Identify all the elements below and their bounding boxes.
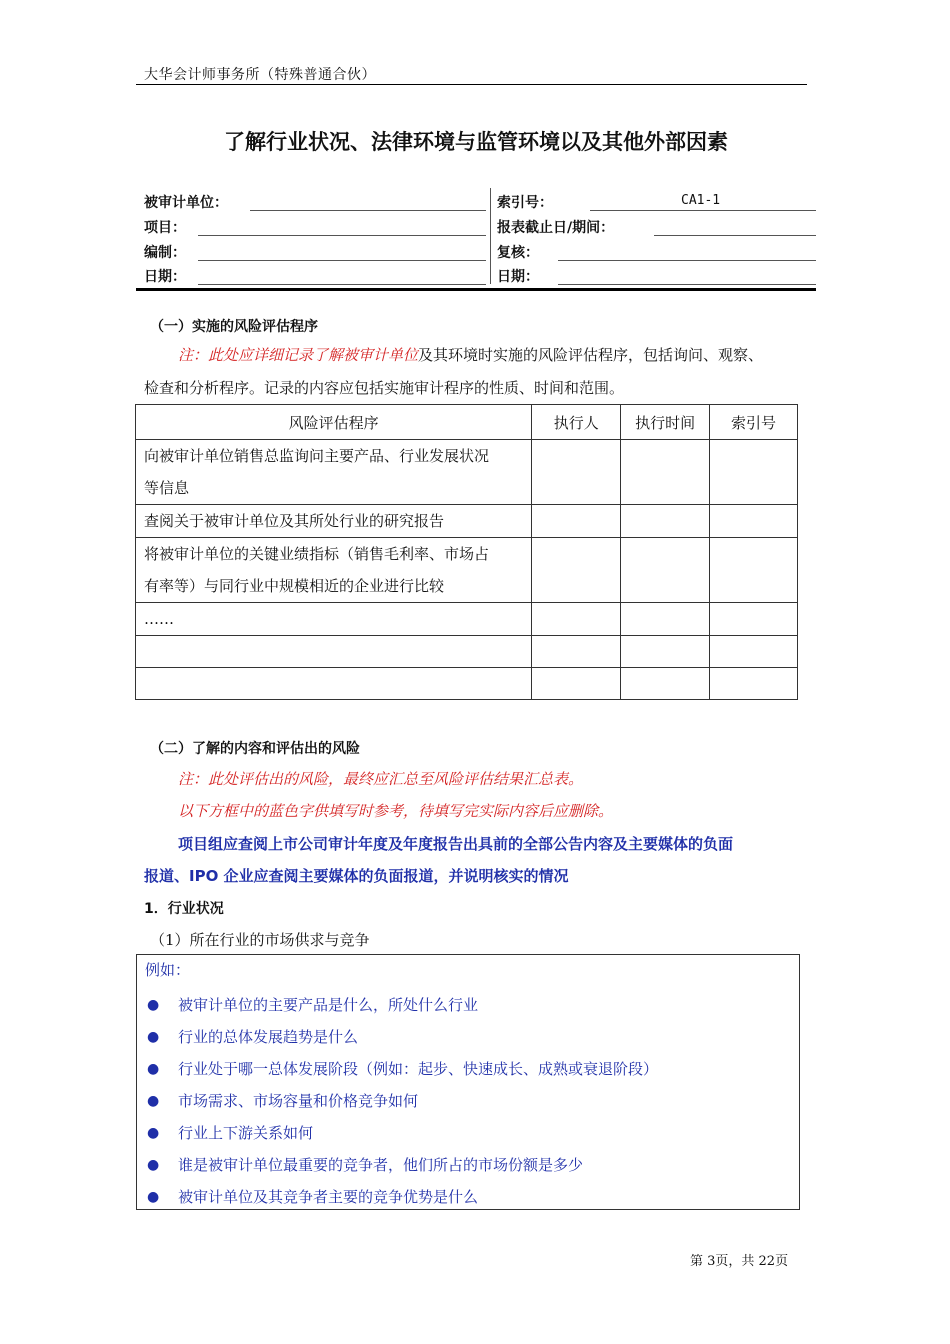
time-cell[interactable] [621,636,710,668]
bullet-text: 行业处于哪一总体发展阶段（例如：起步、快速成长、成熟或衰退阶段） [178,1060,659,1078]
list-item [137,989,658,1021]
bullet-icon: ● [147,1029,160,1045]
date-field-left[interactable] [198,284,486,285]
procedure-line: 向被审计单位销售总监询问主要产品、行业发展状况 [144,447,490,465]
subsection-industry: 1．行业状况 [144,901,224,917]
index-value: CA1-1 [681,193,721,208]
section2-blue-line2: 报道、IPO 企业应查阅主要媒体的负面报道，并说明核实的情况 [144,867,569,885]
col-header-index: 索引号 [710,405,798,440]
procedure-cell [136,440,532,505]
procedure-line: 查阅关于被审计单位及其所处行业的研究报告 [144,512,445,530]
executor-cell[interactable] [532,636,621,668]
list-item [137,1021,658,1053]
list-item [137,1117,658,1149]
example-intro: 例如： [145,961,191,979]
subsection-supply-demand: （1）所在行业的市场供求与竞争 [150,931,370,949]
table-row [136,538,798,603]
procedure-line: 等信息 [144,479,190,497]
date-label-right: 日期： [497,269,539,285]
procedure-line: 将被审计单位的关键业绩指标（销售毛利率、市场占 [144,545,490,563]
time-cell[interactable] [621,668,710,700]
auditee-field[interactable] [250,210,486,211]
executor-cell[interactable] [532,505,621,538]
col-header-executor: 执行人 [532,405,621,440]
index-field[interactable] [590,210,816,211]
table-row [136,603,798,636]
list-item [137,1053,658,1085]
bullet-icon: ● [147,1061,160,1077]
procedure-cell [136,505,532,538]
procedure-cell[interactable] [136,636,532,668]
list-item [137,1181,658,1213]
procedure-cell [136,538,532,603]
bullet-text: 市场需求、市场容量和价格竞争如何 [178,1092,419,1110]
bullet-icon: ● [147,997,160,1013]
example-box [136,954,800,1210]
executor-cell[interactable] [532,668,621,700]
section1-note-line2: 检查和分析程序。记录的内容应包括实施审计程序的性质、时间和范围。 [144,379,625,397]
bullet-text: 行业上下游关系如何 [178,1124,314,1142]
section2-note1: 注：此处评估出的风险，最终应汇总至风险评估结果汇总表。 [178,770,584,788]
procedure-cell [136,603,532,636]
procedure-cell[interactable] [136,668,532,700]
index-cell[interactable] [710,603,798,636]
index-cell[interactable] [710,668,798,700]
index-cell[interactable] [710,636,798,668]
info-column-separator [490,188,491,284]
section2-heading: （二）了解的内容和评估出的风险 [150,741,360,757]
table-row [136,505,798,538]
section1-note-rest: 及其环境时实施的风险评估程序，包括询问、观察、 [418,346,764,364]
section1-note-red: 注：此处应详细记录了解被审计单位 [178,346,419,364]
procedure-line: …… [144,610,174,628]
list-item [137,1085,658,1117]
bullet-text: 谁是被审计单位最重要的竞争者，他们所占的市场份额是多少 [178,1156,584,1174]
project-label: 项目： [144,220,186,236]
bullet-text: 行业的总体发展趋势是什么 [178,1028,359,1046]
header-divider [136,84,807,85]
procedure-line: 有率等）与同行业中规模相近的企业进行比较 [144,577,445,595]
review-label: 复核： [497,245,539,261]
bullet-icon: ● [147,1157,160,1173]
table-row [136,636,798,668]
auditee-label: 被审计单位： [144,195,228,211]
project-field[interactable] [198,235,486,236]
time-cell[interactable] [621,538,710,603]
col-header-time: 执行时间 [621,405,710,440]
risk-procedure-table [135,404,798,700]
index-cell[interactable] [710,505,798,538]
section2-blue-line1: 项目组应查阅上市公司审计年度及年度报告出具前的全部公告内容及主要媒体的负面 [178,835,734,853]
table-row [136,668,798,700]
table-row [136,440,798,505]
bullet-text: 被审计单位及其竞争者主要的竞争优势是什么 [178,1188,479,1206]
section1-heading: （一）实施的风险评估程序 [150,319,318,335]
executor-cell[interactable] [532,440,621,505]
bullet-text: 被审计单位的主要产品是什么，所处什么行业 [178,996,479,1014]
page-number: 第 3页，共 22页 [690,1254,789,1269]
period-label: 报表截止日/期间： [497,220,615,236]
page-title: 了解行业状况、法律环境与监管环境以及其他外部因素 [224,130,728,154]
index-cell[interactable] [710,440,798,505]
executor-cell[interactable] [532,538,621,603]
prepared-field[interactable] [198,260,486,261]
index-label: 索引号： [497,195,553,211]
table-header-row [136,405,798,440]
executor-cell[interactable] [532,603,621,636]
date-field-right[interactable] [558,284,816,285]
col-header-procedure: 风险评估程序 [136,405,532,440]
section2-note2: 以下方框中的蓝色字供填写时参考，待填写完实际内容后应删除。 [178,802,614,820]
section1-note [178,339,763,371]
bullet-icon: ● [147,1093,160,1109]
time-cell[interactable] [621,505,710,538]
index-cell[interactable] [710,538,798,603]
time-cell[interactable] [621,440,710,505]
bullet-icon: ● [147,1189,160,1205]
example-bullet-list [137,989,658,1213]
bullet-icon: ● [147,1125,160,1141]
info-bottom-rule [136,288,816,291]
list-item [137,1149,658,1181]
date-label-left: 日期： [144,269,186,285]
review-field[interactable] [558,260,816,261]
prepared-label: 编制： [144,245,186,261]
time-cell[interactable] [621,603,710,636]
period-field[interactable] [654,235,816,236]
firm-name: 大华会计师事务所（特殊普通合伙） [144,67,376,83]
